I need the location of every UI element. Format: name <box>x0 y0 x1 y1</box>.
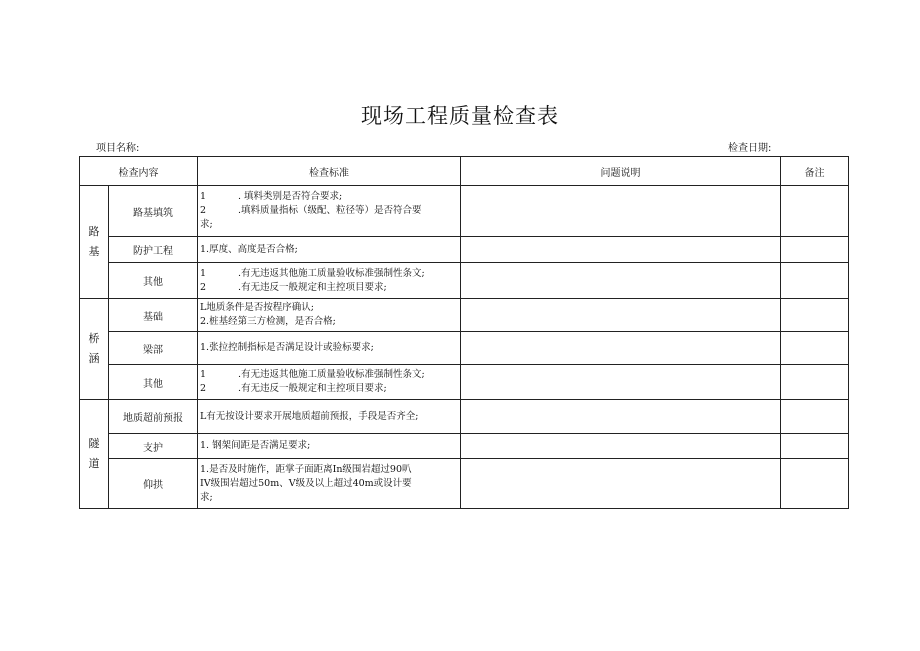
table-row <box>80 459 849 509</box>
table-row <box>80 263 849 299</box>
issue-cell[interactable] <box>461 299 781 332</box>
remark-cell[interactable] <box>781 332 849 365</box>
table-row <box>80 186 849 237</box>
remark-cell[interactable] <box>781 299 849 332</box>
item-tunnel-support: 支护 <box>109 434 198 459</box>
item-roadbed-other: 其他 <box>109 263 198 299</box>
remark-cell[interactable] <box>781 400 849 434</box>
issue-cell[interactable] <box>461 434 781 459</box>
header-content: 检查内容 <box>80 157 198 186</box>
item-bridge-beam: 梁部 <box>109 332 198 365</box>
table-row <box>80 332 849 365</box>
item-bridge-other: 其他 <box>109 365 198 400</box>
standard-tunnel-forecast: L有无按设计要求开展地质超前预报，手段是否齐全; <box>198 400 461 434</box>
header-standard: 检查标准 <box>198 157 461 186</box>
issue-cell[interactable] <box>461 332 781 365</box>
standard-tunnel-support: 1. 钢架间距是否满足要求; <box>198 434 461 459</box>
section-bridge: 桥 涵 <box>80 299 109 400</box>
remark-cell[interactable] <box>781 263 849 299</box>
project-name-label: 项目名称: <box>96 143 140 154</box>
table-row <box>80 434 849 459</box>
header-issue: 问题说明 <box>461 157 781 186</box>
table-row <box>80 237 849 263</box>
issue-cell[interactable] <box>461 400 781 434</box>
table-row <box>80 299 849 332</box>
item-tunnel-invert: 仰拱 <box>109 459 198 509</box>
check-date-label: 检查日期: <box>728 143 772 154</box>
item-bridge-base: 基础 <box>109 299 198 332</box>
table-row <box>80 400 849 434</box>
remark-cell[interactable] <box>781 237 849 263</box>
issue-cell[interactable] <box>461 459 781 509</box>
section-roadbed: 路 基 <box>80 186 109 299</box>
standard-roadbed-other: 1 .有无违返其他施工质量验收标准强制性条文; 2 .有无违反一般规定和主控项目要求; <box>198 263 461 299</box>
header-remark: 备注 <box>781 157 849 186</box>
issue-cell[interactable] <box>461 186 781 237</box>
table-row <box>80 365 849 400</box>
issue-cell[interactable] <box>461 237 781 263</box>
remark-cell[interactable] <box>781 459 849 509</box>
issue-cell[interactable] <box>461 365 781 400</box>
section-tunnel: 隧 道 <box>80 400 109 509</box>
remark-cell[interactable] <box>781 186 849 237</box>
standard-roadbed-protect: 1.厚度、高度是否合格; <box>198 237 461 263</box>
standard-bridge-other: 1 .有无违返其他施工质量验收标准强制性条文; 2 .有无违反一般规定和主控项目要求; <box>198 365 461 400</box>
standard-tunnel-invert: 1.是否及时施作，距掌子面距离In级围岩超过90叭 IV级围岩超过50m、V级及以上超过40m或设计要 求; <box>198 459 461 509</box>
remark-cell[interactable] <box>781 365 849 400</box>
item-tunnel-forecast: 地质超前预报 <box>109 400 198 434</box>
item-roadbed-protect: 防护工程 <box>109 237 198 263</box>
inspection-table <box>79 156 849 509</box>
issue-cell[interactable] <box>461 263 781 299</box>
remark-cell[interactable] <box>781 434 849 459</box>
item-roadbed-fill: 路基填筑 <box>109 186 198 237</box>
standard-bridge-base: L地质条件是否按程序确认; 2.桩基经第三方检测，是否合格; <box>198 299 461 332</box>
header-row <box>80 157 849 186</box>
document-title: 现场工程质量检查表 <box>361 104 559 128</box>
standard-roadbed-fill: 1 . 填料类别是否符合要求; 2 .填料质量指标（级配、粒径等）是否符合要 求; <box>198 186 461 237</box>
standard-bridge-beam: 1.张拉控制指标是否满足设计或验标要求; <box>198 332 461 365</box>
